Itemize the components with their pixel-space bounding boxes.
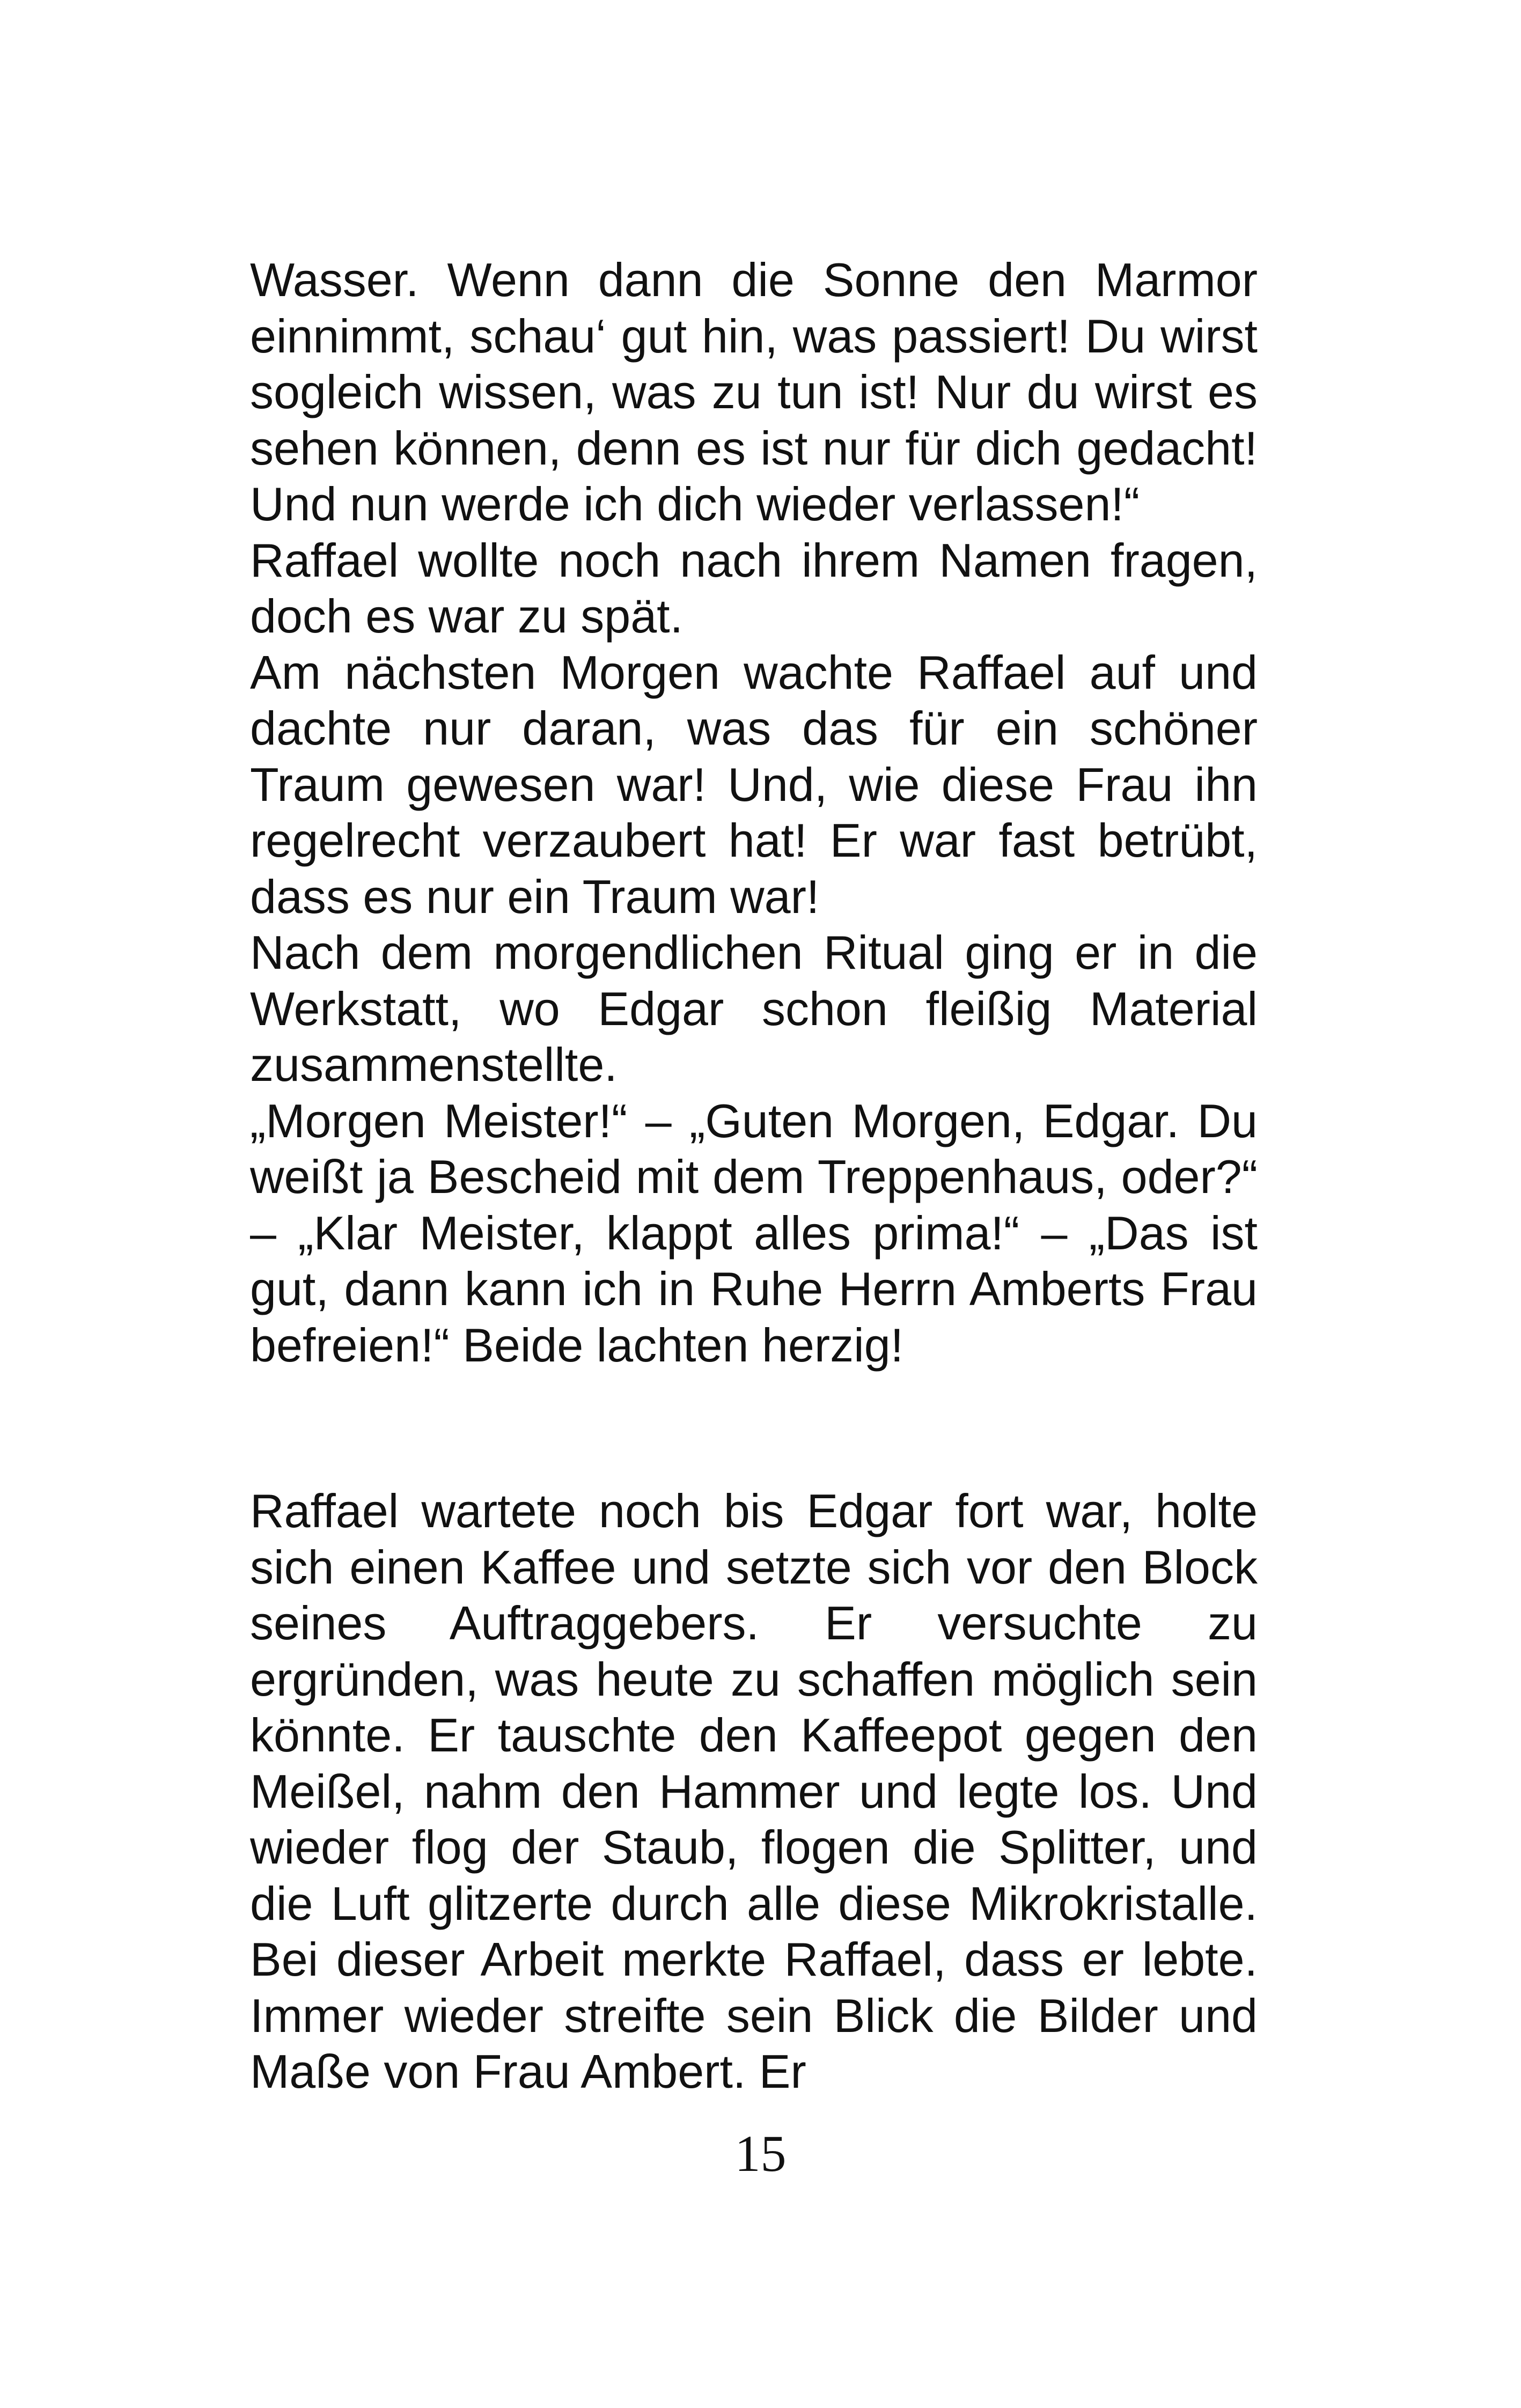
paragraph: Raffael wartete noch bis Edgar fort war, holte sich einen Kaffee und setzte sich vor den Block seines Auftraggebers. Er versuchte zu ergründen, was heute zu schaffen möglich sein könnte. Er tauschte den Kaffeepot gegen den Meißel, nahm den Hammer und legte los. Und wieder flog der Staub, flogen die Splitter, und die Luft glitzerte durch alle diese Mikrokristalle. Bei dieser Arbeit merkte Raffael, dass er lebte. Immer wieder streifte sein Blick die Bilder und Maße von Frau Ambert. Er bbox=[250, 1484, 1258, 2098]
paragraph: Wasser. Wenn dann die Sonne den Marmor einnimmt, schau‘ gut hin, was passiert! Du wirst sogleich wissen, was zu tun ist! Nur du wirst es sehen können, denn es ist nur für dich gedacht! Und nun werde ich dich wieder verlassen!“ bbox=[250, 253, 1258, 531]
paragraph: Raffael wollte noch nach ihrem Namen fragen, doch es war zu spät. bbox=[250, 533, 1258, 643]
page-number: 15 bbox=[734, 2125, 787, 2182]
paragraph: „Morgen Meister!“ – „Guten Morgen, Edgar. Du weißt ja Bescheid mit dem Treppenhaus, oder?“ – „Klar Meister, klappt alles prima!“ – „Das ist gut, dann kann ich in Ruhe Herrn Amberts Frau befreien!“ Beide lachten herzig! bbox=[250, 1094, 1258, 1372]
paragraph: Nach dem morgendlichen Ritual ging er in die Werkstatt, wo Edgar schon fleißig Material zusammenstellte. bbox=[250, 926, 1258, 1091]
text-block-bottom bbox=[250, 1483, 1258, 2100]
paragraph: Am nächsten Morgen wachte Raffael auf und dachte nur daran, was das für ein schöner Traum gewesen war! Und, wie diese Frau ihn regelrecht verzaubert hat! Er war fast betrübt, dass es nur ein Traum war! bbox=[250, 645, 1258, 923]
text-block-top bbox=[250, 252, 1258, 1373]
